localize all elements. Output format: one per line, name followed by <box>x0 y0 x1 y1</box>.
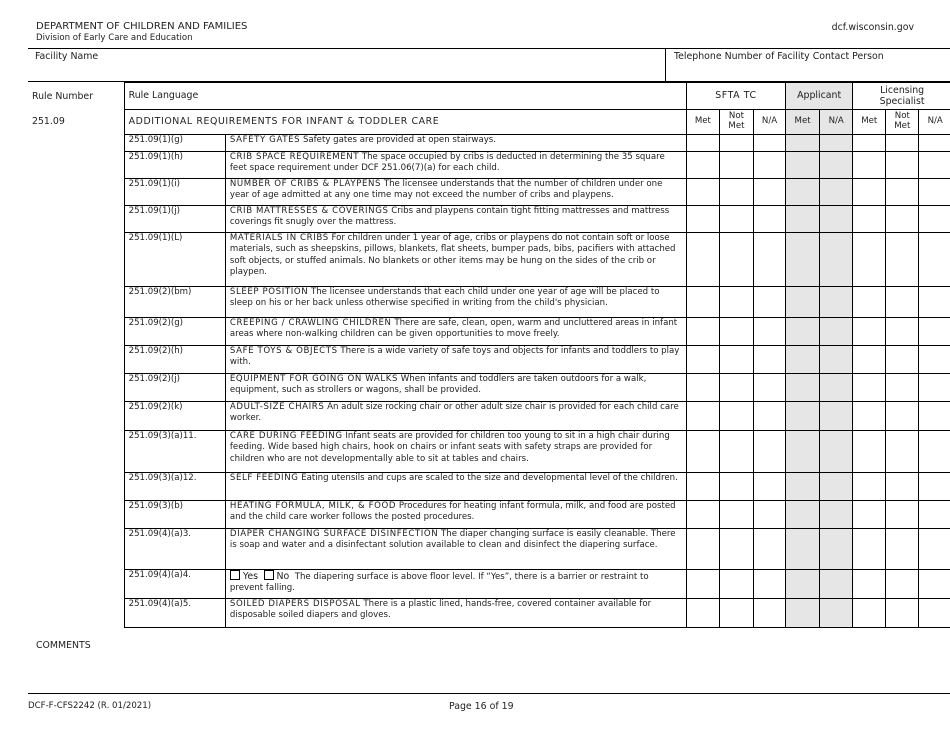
rule-language <box>225 233 686 287</box>
licensing-met-cell[interactable] <box>853 318 886 346</box>
rule-number-cell <box>28 135 124 152</box>
licensing-met-header: Met <box>853 110 886 135</box>
licensing-met-cell[interactable] <box>853 374 886 402</box>
rule-row <box>28 529 950 570</box>
applicant-met-cell[interactable] <box>786 206 820 233</box>
applicant-na-header: N/A <box>820 110 853 135</box>
licensing-not-met-cell[interactable] <box>886 570 919 599</box>
sfta-not-met-cell[interactable] <box>719 402 753 431</box>
applicant-na-cell[interactable] <box>820 152 853 179</box>
rule-row <box>28 179 950 206</box>
licensing-na-cell[interactable] <box>919 179 950 206</box>
applicant-met-cell[interactable] <box>786 431 820 473</box>
sfta-na-cell[interactable] <box>754 135 786 152</box>
rule-number-cell <box>28 206 124 233</box>
applicant-na-cell[interactable] <box>820 287 853 318</box>
rule-language <box>225 529 686 570</box>
licensing-met-cell[interactable] <box>853 206 886 233</box>
sfta-met-cell[interactable] <box>686 431 719 473</box>
licensing-not-met-cell[interactable] <box>886 473 919 501</box>
applicant-met-cell[interactable] <box>786 402 820 431</box>
rule-language <box>225 152 686 179</box>
sfta-not-met-header: Not Met <box>719 110 753 135</box>
rule-title: CREEPING / CRAWLING CHILDREN <box>229 318 392 328</box>
rule-text: The space occupied by cribs is deducted in determining the 35 square feet space requirement under DCF 251.06(7)(a) for each child. <box>229 152 665 174</box>
rule-number-cell <box>28 402 124 431</box>
applicant-na-cell[interactable] <box>820 206 853 233</box>
sfta-met-cell[interactable] <box>686 135 719 152</box>
rule-code: 251.09(2)(g) <box>124 318 225 346</box>
page-number: Page 16 of 19 <box>449 701 514 712</box>
licensing-na-cell[interactable] <box>919 374 950 402</box>
sfta-na-cell[interactable] <box>754 287 786 318</box>
sfta-met-cell[interactable] <box>686 501 719 529</box>
rule-title: CARE DURING FEEDING <box>229 431 343 441</box>
applicant-met-header: Met <box>786 110 820 135</box>
applicant-na-cell[interactable] <box>820 233 853 287</box>
telephone-label: Telephone Number of Facility Contact Person <box>674 51 884 62</box>
rule-title: SAFE TOYS & OBJECTS <box>229 346 338 356</box>
rule-row <box>28 135 950 152</box>
licensing-not-met-cell[interactable] <box>886 206 919 233</box>
rule-code: 251.09(2)(h) <box>124 346 225 374</box>
applicant-met-cell[interactable] <box>786 473 820 501</box>
licensing-not-met-cell[interactable] <box>886 346 919 374</box>
rule-code: 251.09(3)(b) <box>124 501 225 529</box>
rule-number-cell <box>28 233 124 287</box>
sfta-met-cell[interactable] <box>686 473 719 501</box>
licensing-na-cell[interactable] <box>919 599 950 628</box>
rule-code: 251.09(2)(j) <box>124 374 225 402</box>
rule-text: The licensee understands that each child under one year of age will be placed to sleep on his or her back unless otherwise specified in writing from the child's physician. <box>229 287 660 309</box>
sfta-na-cell[interactable] <box>754 431 786 473</box>
rule-language <box>225 570 686 599</box>
rule-number-cell <box>28 431 124 473</box>
rule-language-header: Rule Language <box>124 83 686 110</box>
applicant-na-cell[interactable] <box>820 179 853 206</box>
applicant-na-cell[interactable] <box>820 318 853 346</box>
applicant-na-cell[interactable] <box>820 346 853 374</box>
sfta-met-cell[interactable] <box>686 152 719 179</box>
sfta-met-cell[interactable] <box>686 206 719 233</box>
rule-code: 251.09(1)(j) <box>124 206 225 233</box>
rule-code: 251.09(1)(g) <box>124 135 225 152</box>
no-checkbox[interactable] <box>264 570 274 580</box>
rule-title: SAFETY GATES <box>229 135 301 145</box>
licensing-not-met-cell[interactable] <box>886 152 919 179</box>
licensing-na-cell[interactable] <box>919 501 950 529</box>
sfta-not-met-cell[interactable] <box>719 431 753 473</box>
section-number: 251.09 <box>28 110 124 135</box>
rule-row <box>28 318 950 346</box>
sfta-na-cell[interactable] <box>754 152 786 179</box>
sfta-met-cell[interactable] <box>686 233 719 287</box>
rule-row <box>28 402 950 431</box>
applicant-met-cell[interactable] <box>786 152 820 179</box>
rule-title: HEATING FORMULA, MILK, & FOOD <box>229 501 397 511</box>
rule-row <box>28 374 950 402</box>
rule-number-cell <box>28 318 124 346</box>
applicant-met-cell[interactable] <box>786 135 820 152</box>
rule-row <box>28 501 950 529</box>
rule-row <box>28 570 950 599</box>
facility-info-box <box>28 48 950 82</box>
sfta-met-cell[interactable] <box>686 318 719 346</box>
licensing-na-cell[interactable] <box>919 346 950 374</box>
licensing-na-cell[interactable] <box>919 318 950 346</box>
no-label: No <box>276 571 290 582</box>
sfta-na-cell[interactable] <box>754 529 786 570</box>
applicant-met-cell[interactable] <box>786 501 820 529</box>
rule-text: There are safe, clean, open, warm and uncluttered areas in infant areas where non-walking children can be given opportunities to move freely. <box>229 318 678 340</box>
licensing-met-cell[interactable] <box>853 431 886 473</box>
rule-language <box>225 374 686 402</box>
sfta-na-cell[interactable] <box>754 206 786 233</box>
sfta-na-cell[interactable] <box>754 599 786 628</box>
licensing-not-met-cell[interactable] <box>886 179 919 206</box>
licensing-na-cell[interactable] <box>919 152 950 179</box>
sfta-not-met-cell[interactable] <box>719 152 753 179</box>
licensing-not-met-cell[interactable] <box>886 402 919 431</box>
sfta-not-met-cell[interactable] <box>719 179 753 206</box>
applicant-na-cell[interactable] <box>820 570 853 599</box>
applicant-group-header: Applicant <box>786 83 853 110</box>
licensing-na-header: N/A <box>919 110 950 135</box>
sfta-group-header: SFTA TC <box>686 83 785 110</box>
rule-code: 251.09(3)(a)11. <box>124 431 225 473</box>
licensing-met-cell[interactable] <box>853 179 886 206</box>
sfta-met-cell[interactable] <box>686 570 719 599</box>
rule-text: The diapering surface is above floor level. If “Yes”, there is a barrier or restraint to prevent falling. <box>229 572 649 594</box>
rule-code: 251.09(4)(a)5. <box>124 599 225 628</box>
sfta-not-met-cell[interactable] <box>719 599 753 628</box>
sfta-not-met-cell[interactable] <box>719 529 753 570</box>
rule-number-cell <box>28 529 124 570</box>
licensing-na-cell[interactable] <box>919 402 950 431</box>
licensing-not-met-cell[interactable] <box>886 233 919 287</box>
applicant-na-cell[interactable] <box>820 135 853 152</box>
rule-title: SLEEP POSITION <box>229 287 309 297</box>
rule-language <box>225 431 686 473</box>
rule-code: 251.09(3)(a)12. <box>124 473 225 501</box>
licensing-met-cell[interactable] <box>853 473 886 501</box>
rule-language <box>225 287 686 318</box>
sfta-met-cell[interactable] <box>686 346 719 374</box>
rule-number-cell <box>28 346 124 374</box>
licensing-not-met-header: Not Met <box>886 110 919 135</box>
rule-number-cell <box>28 473 124 501</box>
rule-row <box>28 287 950 318</box>
rule-number-cell <box>28 374 124 402</box>
rule-number-cell <box>28 152 124 179</box>
form-id: DCF-F-CFS2242 (R. 01/2021) <box>28 701 152 711</box>
licensing-met-cell[interactable] <box>853 287 886 318</box>
rule-row <box>28 473 950 501</box>
applicant-met-cell[interactable] <box>786 287 820 318</box>
sfta-not-met-cell[interactable] <box>719 570 753 599</box>
sfta-na-cell[interactable] <box>754 233 786 287</box>
rule-text: The licensee understands that the number of children under one year of age admitted at any one time may not exceed the number of cribs and playpens. <box>229 179 663 201</box>
sfta-na-cell[interactable] <box>754 179 786 206</box>
applicant-na-cell[interactable] <box>820 374 853 402</box>
licensing-not-met-cell[interactable] <box>886 501 919 529</box>
website-link[interactable]: dcf.wisconsin.gov <box>831 22 914 33</box>
rule-language <box>225 501 686 529</box>
rule-language <box>225 179 686 206</box>
rule-language <box>225 402 686 431</box>
rule-title: NUMBER OF CRIBS & PLAYPENS <box>229 179 382 189</box>
rule-number-header: Rule Number <box>28 83 124 110</box>
rule-title: CRIB MATTRESSES & COVERINGS <box>229 206 389 216</box>
rule-text: Procedures for heating infant formula, milk, and food are posted and the child care worker follows the posted procedures. <box>229 501 676 523</box>
rule-text: Infant seats are provided for children too young to sit in a high chair during feeding. Wide based high chairs, hook on chairs or infant seats with safety straps are provided for children who are not developmentally able to sit at tables and chairs. <box>229 431 670 464</box>
sfta-not-met-cell[interactable] <box>719 374 753 402</box>
sfta-na-header: N/A <box>754 110 786 135</box>
rule-title: CRIB SPACE REQUIREMENT <box>229 152 360 162</box>
rule-title: ADULT-SIZE CHAIRS <box>229 402 325 412</box>
sfta-met-cell[interactable] <box>686 179 719 206</box>
department-name: DEPARTMENT OF CHILDREN AND FAMILIES <box>36 21 248 32</box>
rule-row <box>28 431 950 473</box>
rule-title: SELF FEEDING <box>229 473 299 483</box>
rule-text: Eating utensils and cups are scaled to the size and developmental level of the children. <box>301 473 678 483</box>
rule-text: For children under 1 year of age, cribs or playpens do not contain soft or loose materials, such as sheepskins, pillows, blankets, flat sheets, bumper pads, bibs, pacifiers with attached soft objects, or stuffed animals. No blankets or other items may be hung on the sides of the crib or playpen. <box>229 233 676 278</box>
comments-label: COMMENTS <box>36 640 91 651</box>
rule-language <box>225 135 686 152</box>
rule-title: MATERIALS IN CRIBS <box>229 233 329 243</box>
licensing-not-met-cell[interactable] <box>886 374 919 402</box>
yes-checkbox[interactable] <box>230 570 240 580</box>
applicant-na-cell[interactable] <box>820 473 853 501</box>
rule-row <box>28 346 950 374</box>
rule-text: There is a plastic lined, hands-free, covered container available for disposable soiled diapers and gloves. <box>229 599 652 621</box>
rule-code: 251.09(4)(a)3. <box>124 529 225 570</box>
applicant-na-cell[interactable] <box>820 501 853 529</box>
licensing-met-cell[interactable] <box>853 529 886 570</box>
division-name: Division of Early Care and Education <box>36 33 193 43</box>
table-header-row <box>28 83 950 110</box>
licensing-met-cell[interactable] <box>853 346 886 374</box>
licensing-na-cell[interactable] <box>919 570 950 599</box>
licensing-not-met-cell[interactable] <box>886 431 919 473</box>
licensing-not-met-cell[interactable] <box>886 599 919 628</box>
applicant-met-cell[interactable] <box>786 233 820 287</box>
rule-text: An adult size rocking chair or other adult size chair is provided for each child care worker. <box>229 402 679 424</box>
facility-name-label: Facility Name <box>35 51 99 62</box>
rule-text: Safety gates are provided at open stairways. <box>302 135 497 145</box>
licensing-met-cell[interactable] <box>853 402 886 431</box>
rule-number-cell <box>28 179 124 206</box>
sfta-met-cell[interactable] <box>686 599 719 628</box>
rule-title: DIAPER CHANGING SURFACE DISINFECTION <box>229 529 439 539</box>
applicant-met-cell[interactable] <box>786 529 820 570</box>
yes-label: Yes <box>242 571 259 582</box>
licensing-met-cell[interactable] <box>853 570 886 599</box>
sfta-not-met-cell[interactable] <box>719 233 753 287</box>
sfta-not-met-cell[interactable] <box>719 206 753 233</box>
rule-code: 251.09(4)(a)4. <box>124 570 225 599</box>
licensing-na-cell[interactable] <box>919 233 950 287</box>
rule-code: 251.09(2)(bm) <box>124 287 225 318</box>
sfta-na-cell[interactable] <box>754 402 786 431</box>
applicant-met-cell[interactable] <box>786 179 820 206</box>
rule-language <box>225 346 686 374</box>
licensing-not-met-cell[interactable] <box>886 529 919 570</box>
sfta-na-cell[interactable] <box>754 318 786 346</box>
sfta-na-cell[interactable] <box>754 346 786 374</box>
sfta-met-cell[interactable] <box>686 529 719 570</box>
rule-text: When infants and toddlers are taken outdoors for a walk, equipment, such as strollers or wagons, shall be provided. <box>229 374 647 396</box>
rule-row <box>28 152 950 179</box>
rule-code: 251.09(1)(i) <box>124 179 225 206</box>
licensing-na-cell[interactable] <box>919 473 950 501</box>
rule-text: There is a wide variety of safe toys and objects for infants and toddlers to play with. <box>229 346 680 368</box>
applicant-na-cell[interactable] <box>820 402 853 431</box>
rule-number-cell <box>28 287 124 318</box>
licensing-na-cell[interactable] <box>919 287 950 318</box>
licensing-not-met-cell[interactable] <box>886 287 919 318</box>
rule-title: SOILED DIAPERS DISPOSAL <box>229 599 361 609</box>
licensing-met-cell[interactable] <box>853 501 886 529</box>
applicant-na-cell[interactable] <box>820 529 853 570</box>
sfta-not-met-cell[interactable] <box>719 473 753 501</box>
licensing-group-header: Licensing Specialist <box>853 83 950 110</box>
rule-code: 251.09(1)(L) <box>124 233 225 287</box>
rule-text: Cribs and playpens contain tight fitting mattresses and mattress coverings fit snugly over the mattress. <box>229 206 670 228</box>
licensing-met-cell[interactable] <box>853 152 886 179</box>
licensing-met-cell[interactable] <box>853 599 886 628</box>
rule-title: EQUIPMENT FOR GOING ON WALKS <box>229 374 399 384</box>
licensing-na-cell[interactable] <box>919 431 950 473</box>
sfta-met-cell[interactable] <box>686 374 719 402</box>
rule-row <box>28 206 950 233</box>
licensing-not-met-cell[interactable] <box>886 135 919 152</box>
rule-language <box>225 206 686 233</box>
applicant-met-cell[interactable] <box>786 599 820 628</box>
rule-code: 251.09(2)(k) <box>124 402 225 431</box>
rules-checklist-table <box>28 82 950 628</box>
sfta-not-met-cell[interactable] <box>719 318 753 346</box>
rule-language <box>225 473 686 501</box>
section-title: ADDITIONAL REQUIREMENTS FOR INFANT & TODDLER CARE <box>124 110 686 135</box>
applicant-met-cell[interactable] <box>786 374 820 402</box>
applicant-na-cell[interactable] <box>820 431 853 473</box>
sfta-met-cell[interactable] <box>686 402 719 431</box>
rule-row <box>28 233 950 287</box>
sfta-not-met-cell[interactable] <box>719 501 753 529</box>
rule-number-cell <box>28 599 124 628</box>
sfta-not-met-cell[interactable] <box>719 135 753 152</box>
licensing-met-cell[interactable] <box>853 233 886 287</box>
sfta-na-cell[interactable] <box>754 501 786 529</box>
sfta-not-met-cell[interactable] <box>719 287 753 318</box>
applicant-met-cell[interactable] <box>786 346 820 374</box>
licensing-na-cell[interactable] <box>919 206 950 233</box>
sfta-not-met-cell[interactable] <box>719 346 753 374</box>
sfta-met-cell[interactable] <box>686 287 719 318</box>
sfta-met-header: Met <box>686 110 719 135</box>
licensing-na-cell[interactable] <box>919 529 950 570</box>
rule-number-cell <box>28 501 124 529</box>
rule-text: The diaper changing surface is easily cleanable. There is soap and water and a disinfectant solution available to clean and disinfect the diapering surface. <box>229 529 676 551</box>
licensing-met-cell[interactable] <box>853 135 886 152</box>
sfta-na-cell[interactable] <box>754 473 786 501</box>
applicant-met-cell[interactable] <box>786 318 820 346</box>
licensing-na-cell[interactable] <box>919 135 950 152</box>
sfta-na-cell[interactable] <box>754 570 786 599</box>
rule-number-cell <box>28 570 124 599</box>
licensing-not-met-cell[interactable] <box>886 318 919 346</box>
rule-language <box>225 318 686 346</box>
rule-code: 251.09(1)(h) <box>124 152 225 179</box>
footer-divider <box>28 693 950 694</box>
sfta-na-cell[interactable] <box>754 374 786 402</box>
rule-row <box>28 599 950 628</box>
applicant-met-cell[interactable] <box>786 570 820 599</box>
rule-language <box>225 599 686 628</box>
section-header-row <box>28 110 950 135</box>
applicant-na-cell[interactable] <box>820 599 853 628</box>
